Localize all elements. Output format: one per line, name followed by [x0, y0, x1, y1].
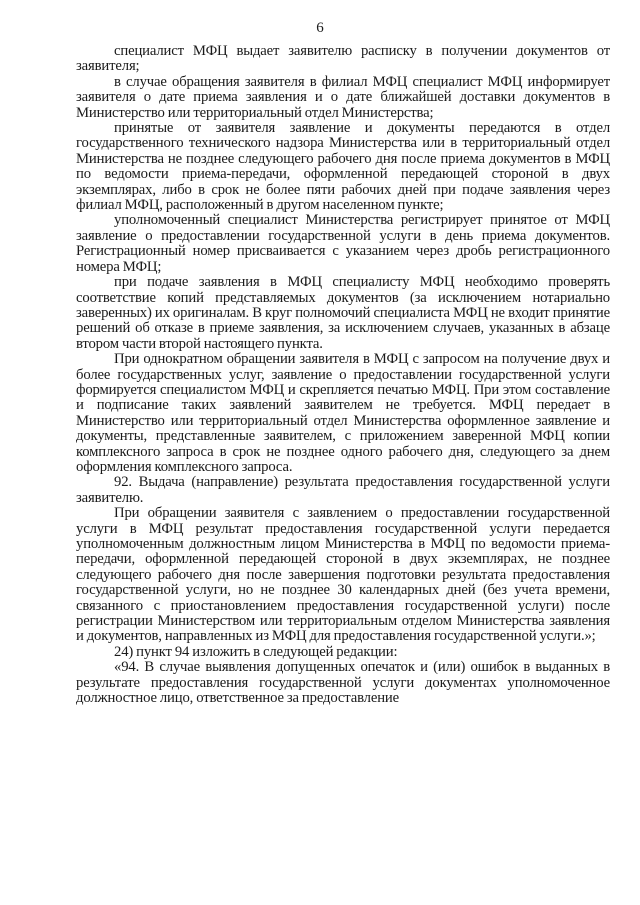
paragraph-document-transfer: принятые от заявителя заявление и документы передаются в отдел государственного технического надзора Министерства или в территориальный отдел Министерства не позднее следующего рабочего дня после приема документов в МФЦ по ведомости приема-передачи, оформленной передающей стороной в двух экземплярах, либо в срок не более пяти рабочих дней при подаче заявления через филиал МФЦ, расположенный в другом населенном пункте;: [76, 120, 610, 214]
paragraph-item-94: «94. В случае выявления допущенных опечаток и (или) ошибок в выданных в результате предоставления государственной услуги документах уполномоченное должностное лицо, ответственное за предоставление: [76, 659, 610, 707]
paragraph-branch-office: в случае обращения заявителя в филиал МФЦ специалист МФЦ информирует заявителя о дате приема заявления и о дате ближайшей доставки документов в Министерство или территориальный отдел Министерства;: [76, 73, 610, 121]
document-body: [76, 44, 610, 706]
paragraph-complex-request: При однократном обращении заявителя в МФЦ с запросом на получение двух и более государственных услуг, заявление о предоставлении государственной услуги формируется специалистом МФЦ и скрепляется печатью МФЦ. При этом составление и подписание таких заявлений заявителем не требуется. МФЦ передает в Министерство или территориальный отдел Министерства оформленное заявление и документы, представленные заявителем, с приложением заверенной МФЦ копии комплексного запроса в срок не позднее одного рабочего дня, следующего за днем оформления комплексного запроса.: [76, 351, 610, 475]
page-number: 6: [316, 20, 324, 36]
paragraph-amendment-24: 24) пункт 94 изложить в следующей редакции:: [114, 643, 398, 660]
paragraph-registration: уполномоченный специалист Министерства регистрирует принятое от МФЦ заявление о предоставлении государственной услуги в день приема документов. Регистрационный номер присваивается с указанием через дробь регистрационного номера МФЦ;: [76, 212, 610, 275]
paragraph-item-92: 92. Выдача (направление) результата предоставления государственной услуги заявителю.: [76, 474, 610, 506]
paragraph-copy-verification: при подаче заявления в МФЦ специалисту МФЦ необходимо проверять соответствие копий представляемых документов (за исключением нотариально заверенных) их оригиналам. В круг полномочий специалиста МФЦ не входит принятие решений об отказе в приеме заявления, за исключением случаев, указанных в абзаце втором части второй настоящего пункта.: [76, 274, 610, 352]
paragraph-result-delivery: При обращении заявителя с заявлением о предоставлении государственной услуги в МФЦ результат предоставления государственной услуги передается уполномоченным должностным лицом Министерства в МФЦ по ведомости приема-передачи, оформленной передающей стороной в двух экземплярах, не позднее следующего рабочего дня после завершения подготовки результата предоставления государственной услуги, но не позднее 30 календарных дней (без учета времени, связанного с приостановлением предоставления государственной услуги) после регистрации Министерством или территориальным отделом Министерства заявления и документов, направленных из МФЦ для предоставления государственной услуги.»;: [76, 505, 610, 645]
paragraph-receipt: специалист МФЦ выдает заявителю расписку в получении документов от заявителя;: [76, 43, 610, 75]
